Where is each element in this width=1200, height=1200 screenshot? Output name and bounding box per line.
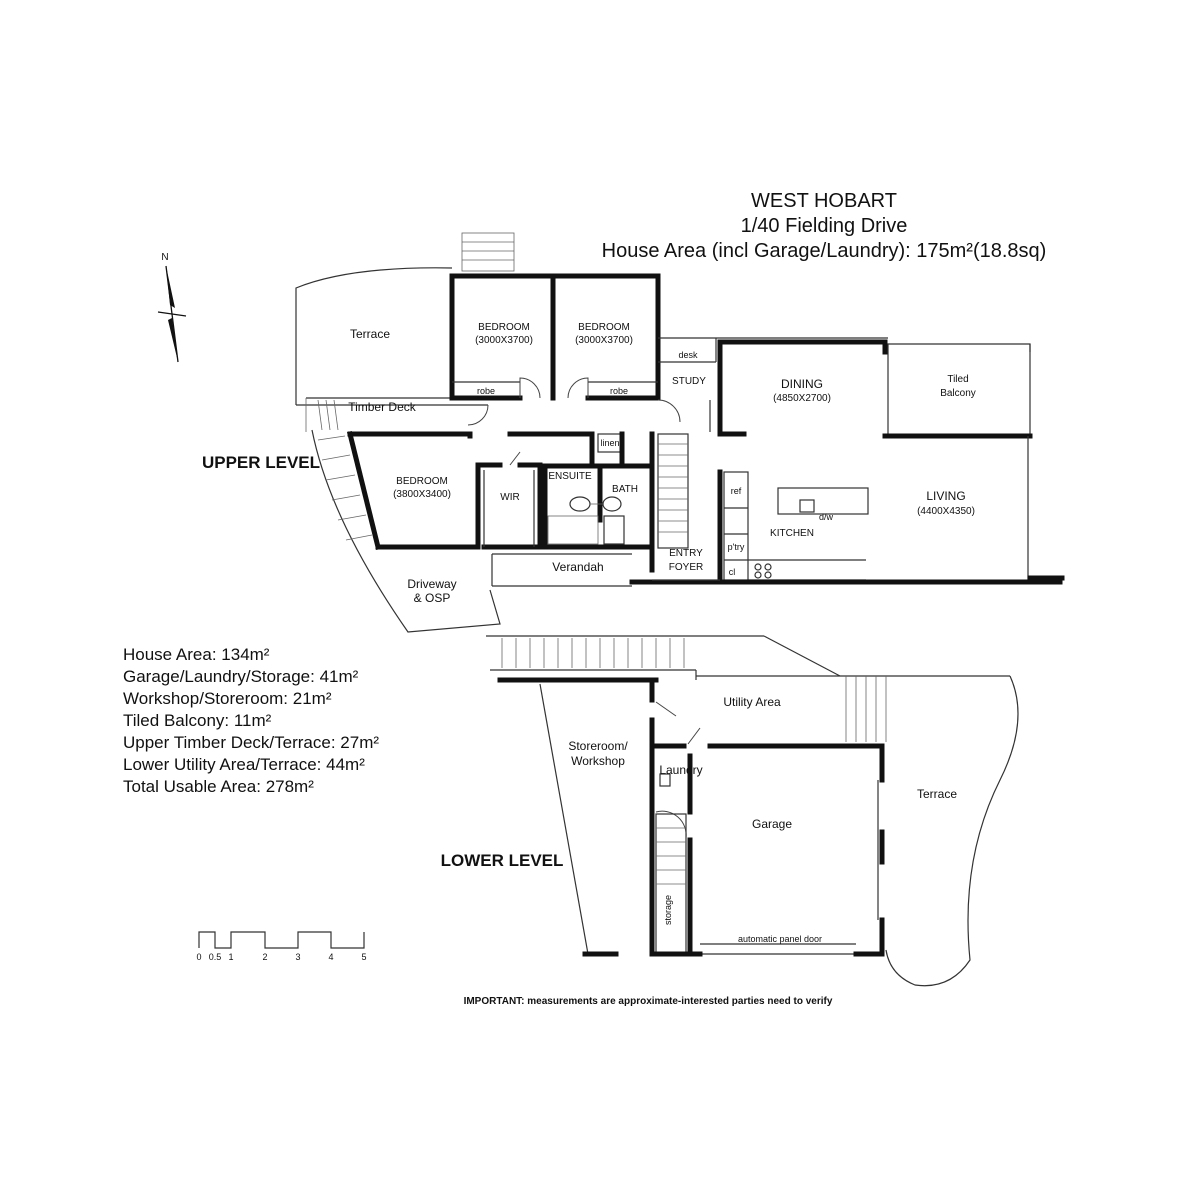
scale-label: 2 bbox=[262, 952, 268, 962]
upper-level-label: UPPER LEVEL bbox=[201, 453, 321, 472]
header-suburb: WEST HOBART bbox=[751, 190, 897, 212]
panel-door-label: automatic panel door bbox=[737, 934, 823, 944]
scale-label: 3 bbox=[295, 952, 301, 962]
osp-label: & OSP bbox=[413, 591, 451, 605]
bedroom-3-dims: (3800X3400) bbox=[393, 489, 451, 500]
pantry-label: p'try bbox=[727, 542, 745, 552]
lower-level-label: LOWER LEVEL bbox=[440, 851, 564, 870]
terrace-lower-label: Terrace bbox=[916, 787, 958, 801]
ensuite-label: ENSUITE bbox=[548, 471, 592, 482]
foyer-label: FOYER bbox=[668, 562, 704, 573]
study-label: STUDY bbox=[672, 376, 706, 387]
internal-stair bbox=[658, 434, 688, 548]
bedroom-1-label: BEDROOM bbox=[478, 322, 530, 333]
verandah-label: Verandah bbox=[552, 560, 604, 574]
entry-label: ENTRY bbox=[669, 548, 703, 559]
kitchen-label: KITCHEN bbox=[770, 528, 814, 539]
driveway-label: Driveway bbox=[407, 577, 457, 591]
north-label: N bbox=[161, 252, 169, 263]
ref-label: ref bbox=[730, 486, 742, 496]
tiled-balcony-label-1: Tiled bbox=[947, 374, 969, 385]
scale-label: 0 bbox=[196, 952, 202, 962]
bedroom-3-label: BEDROOM bbox=[396, 476, 448, 487]
dining-dims: (4850X2700) bbox=[773, 393, 831, 404]
area-line: Garage/Laundry/Storage: 41m² bbox=[123, 667, 359, 686]
area-line: House Area: 134m² bbox=[123, 645, 270, 664]
area-line: Workshop/Storeroom: 21m² bbox=[123, 689, 332, 708]
timber-deck-hatch bbox=[318, 400, 372, 540]
area-line: Upper Timber Deck/Terrace: 27m² bbox=[123, 733, 380, 752]
wir-label: WIR bbox=[500, 492, 520, 503]
living-label: LIVING bbox=[926, 489, 966, 503]
robe-2-label: robe bbox=[609, 386, 629, 396]
robe-1-label: robe bbox=[476, 386, 496, 396]
terrace-upper-label: Terrace bbox=[349, 327, 391, 341]
living-dims: (4400X4350) bbox=[917, 506, 975, 517]
tiled-balcony-label-2: Balcony bbox=[940, 388, 976, 399]
lower-terrace-stair bbox=[846, 676, 886, 742]
scale-label: 1 bbox=[228, 952, 234, 962]
dw-label: d/w bbox=[818, 512, 834, 522]
desk-label: desk bbox=[678, 350, 698, 360]
lower-room-labels bbox=[568, 695, 957, 944]
plan-header bbox=[602, 190, 1047, 262]
bath-label: BATH bbox=[612, 484, 638, 495]
scale-bar bbox=[196, 932, 366, 962]
area-schedule bbox=[123, 645, 379, 796]
north-arrow-icon bbox=[158, 252, 186, 362]
area-line: Total Usable Area: 278m² bbox=[123, 777, 314, 796]
area-line: Lower Utility Area/Terrace: 44m² bbox=[123, 755, 365, 774]
header-address: 1/40 Fielding Drive bbox=[740, 215, 908, 237]
scale-label: 0.5 bbox=[208, 952, 222, 962]
storage-stair bbox=[656, 814, 686, 954]
bedroom-2-label: BEDROOM bbox=[578, 322, 630, 333]
storeroom-label: Storeroom/ bbox=[568, 739, 628, 753]
scale-label: 4 bbox=[328, 952, 334, 962]
linen-label: linen bbox=[600, 438, 620, 448]
laundry-label: Laundry bbox=[659, 763, 703, 777]
utility-area-label: Utility Area bbox=[723, 695, 781, 709]
garage-label: Garage bbox=[751, 817, 793, 831]
upper-room-labels bbox=[348, 322, 976, 605]
scale-label: 5 bbox=[361, 952, 367, 962]
cl-label: cl bbox=[728, 567, 736, 577]
storage-label: storage bbox=[663, 894, 673, 926]
upper-entry-stair bbox=[462, 233, 514, 271]
workshop-label: Workshop bbox=[571, 754, 625, 768]
dining-label: DINING bbox=[781, 377, 823, 391]
bedroom-2-dims: (3000X3700) bbox=[575, 335, 633, 346]
disclaimer-note: IMPORTANT: measurements are approximate-interested parties need to verify bbox=[463, 996, 833, 1007]
bedroom-1-dims: (3000X3700) bbox=[475, 335, 533, 346]
lower-external-stair bbox=[486, 636, 764, 670]
area-line: Tiled Balcony: 11m² bbox=[123, 711, 272, 730]
timber-deck-label: Timber Deck bbox=[348, 400, 416, 414]
header-house-area: House Area (incl Garage/Laundry): 175m²(18.8sq) bbox=[601, 240, 1047, 262]
ensuite-fixtures bbox=[548, 497, 624, 544]
